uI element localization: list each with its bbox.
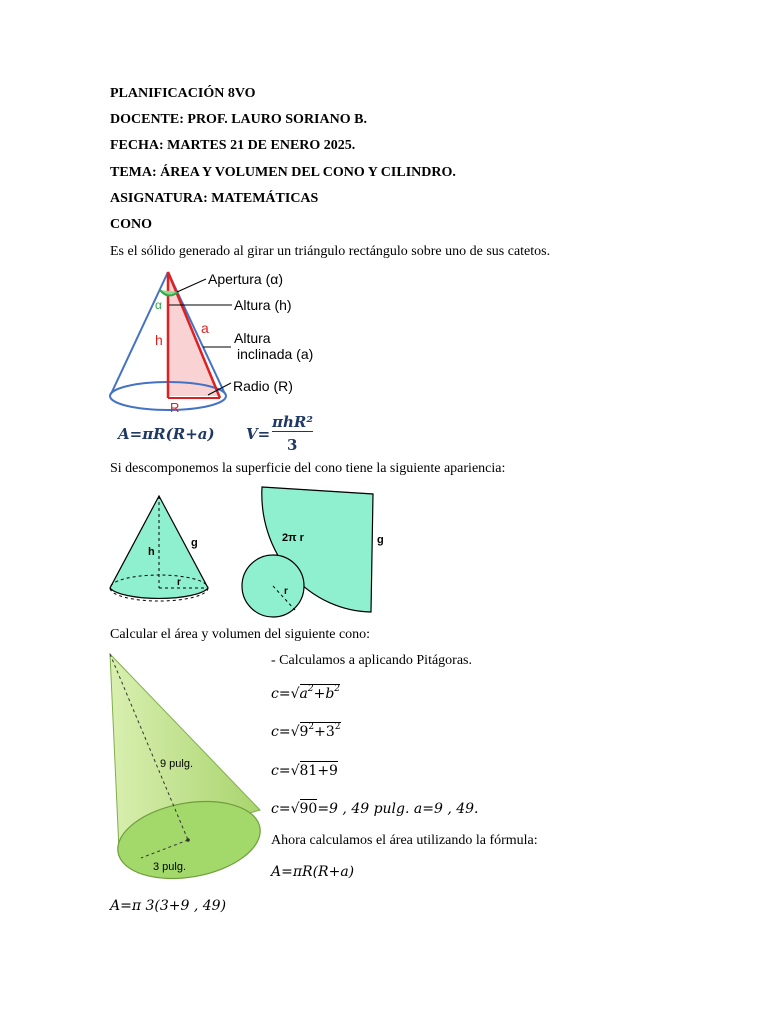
eq-c3-lhs: c=√ (271, 763, 300, 779)
definition-text: Es el sólido generado al girar un triángulo rectángulo sobre uno de sus catetos. (110, 244, 551, 259)
altura-incl-label-1: Altura (234, 330, 271, 346)
section-title: CONO (110, 217, 152, 232)
area-formula-bold: A=πR(R+a) (118, 425, 215, 443)
a-label: a (201, 320, 209, 336)
altura-label: Altura (h) (234, 297, 292, 313)
volume-lhs: V= (246, 425, 271, 443)
eq-c2-a: 9 (299, 724, 309, 740)
cone-diagram (105, 264, 335, 419)
teacher-line: DOCENTE: PROF. LAURO SORIANO B. (110, 112, 367, 127)
green-cone-diagram (105, 650, 265, 890)
volume-numerator: πhR² (272, 413, 313, 431)
eq-c2-b: +3 (314, 724, 335, 740)
eq-c4-rest: =9 , 49 pulg. a=9 , 49. (317, 801, 479, 817)
radius-label: 3 pulg. (153, 861, 187, 873)
eq-c2 (271, 724, 341, 740)
date-line: FECHA: MARTES 21 DE ENERO 2025. (110, 138, 356, 153)
apertura-label: Apertura (α) (208, 271, 284, 287)
exercise-text: Calcular el área y volumen del siguiente cono: (110, 627, 371, 642)
eq-c3-body: 81+9 (299, 763, 338, 779)
eq-c4-lhs: c=√ (271, 801, 300, 817)
cone-g-label: g (191, 537, 198, 549)
h-label: h (155, 332, 163, 348)
eq-area-formula: A=πR(R+a) (271, 864, 355, 880)
R-label: R (170, 400, 180, 415)
step-pythagoras: - Calculamos a aplicando Pitágoras. (271, 653, 472, 668)
volume-denominator: 3 (287, 436, 298, 454)
plan-title: PLANIFICACIÓN 8VO (110, 86, 256, 101)
eq-c1-lhs: c=√ (271, 686, 300, 702)
alpha-label: α (155, 298, 162, 312)
eq-area-substituted: A=π 3(3+9 , 49) (110, 898, 227, 914)
cone-r-label: r (177, 577, 181, 588)
cone-development-diagram (105, 484, 395, 620)
step-area-intro: Ahora calculamos el área utilizando la fórmula: (271, 833, 538, 848)
eq-c4-body: 90 (299, 801, 318, 817)
slant-label: 9 pulg. (160, 758, 194, 770)
radio-label: Radio (R) (233, 378, 293, 394)
eq-c1 (271, 686, 340, 702)
decompose-text: Si descomponemos la superficie del cono tiene la siguiente apariencia: (110, 461, 506, 476)
sector-arc-label: 2π r (282, 532, 304, 544)
eq-c1-b: +b (313, 686, 335, 702)
eq-c1-exp-a: 2 (307, 684, 314, 694)
eq-c2-lhs: c=√ (271, 724, 300, 740)
eq-c2-exp-a: 2 (308, 722, 315, 732)
eq-c1-a: a (299, 686, 308, 702)
apertura-arrow (177, 279, 206, 292)
eq-c3 (271, 763, 338, 779)
altura-incl-label-2: inclinada (a) (237, 346, 314, 362)
base-center-dot (186, 838, 190, 842)
topic-line: TEMA: ÁREA Y VOLUMEN DEL CONO Y CILINDRO. (110, 165, 456, 180)
eq-c1-exp-b: 2 (334, 684, 341, 694)
eq-c2-exp-b: 2 (334, 722, 341, 732)
eq-c4 (271, 801, 479, 817)
sector-g-label: g (377, 534, 384, 546)
cone-h-label: h (148, 546, 155, 558)
base-r-label: r (284, 586, 288, 597)
subject-line: ASIGNATURA: MATEMÁTICAS (110, 191, 319, 206)
